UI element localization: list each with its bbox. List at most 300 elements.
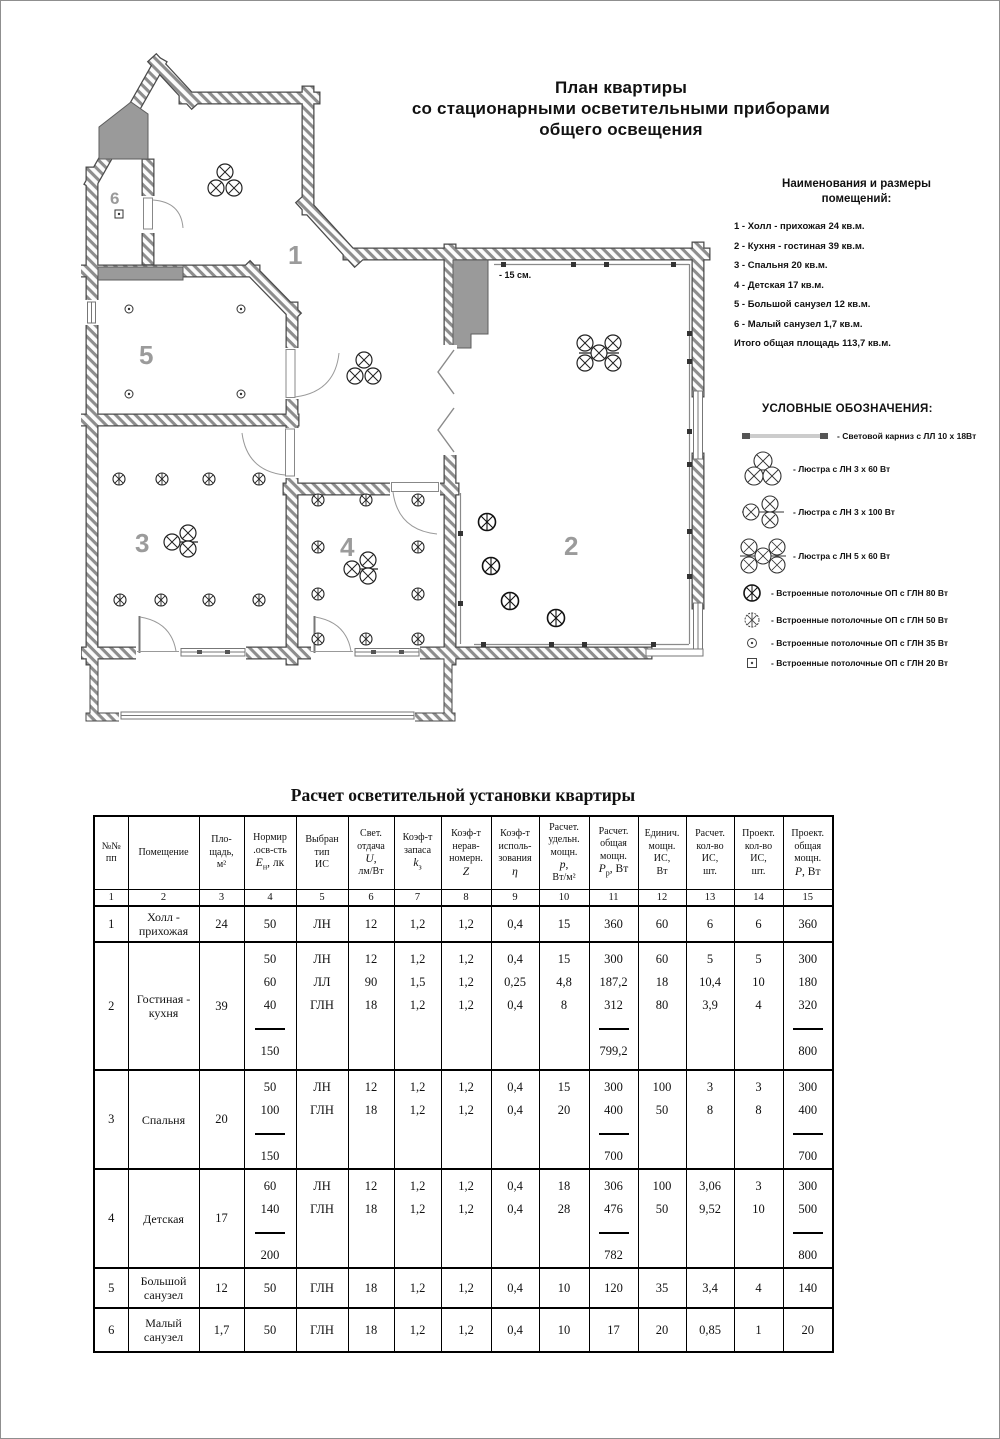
- value-cell: [296, 906, 348, 942]
- value-stack: [735, 1277, 783, 1300]
- col-header: [244, 816, 296, 890]
- value-cell: [734, 1070, 783, 1169]
- value-cell: [783, 1308, 833, 1352]
- col-header-line: шт.: [751, 865, 766, 877]
- value-line: 50: [263, 1280, 277, 1295]
- sum-divider: [245, 1221, 296, 1244]
- value-cell: [244, 906, 296, 942]
- value-cell: [441, 906, 491, 942]
- value-line: 100: [260, 1103, 280, 1117]
- col-header-line: Свет.: [360, 828, 382, 839]
- col-header-line: м²: [216, 859, 227, 871]
- value-line: ГЛН: [310, 1202, 334, 1216]
- value-cell: [491, 1169, 539, 1268]
- value-stack: [492, 1277, 539, 1300]
- value-stack: [492, 1071, 539, 1122]
- value-stack: [492, 943, 539, 1017]
- column-number-cell: 4: [244, 890, 296, 907]
- value-cell: [539, 1268, 589, 1308]
- value-line: 3,9: [702, 998, 718, 1012]
- value-line: 300: [798, 952, 818, 966]
- col-header-line: кол-во: [744, 840, 773, 852]
- value-cell: [348, 1268, 394, 1308]
- value-line: 8: [560, 998, 568, 1012]
- value-stack: [349, 1170, 394, 1221]
- value-line: 0,4: [507, 916, 523, 931]
- value-stack: [784, 1170, 833, 1267]
- value-line: 60: [263, 975, 277, 989]
- value-line: ГЛН: [310, 998, 334, 1012]
- calc-table: [93, 815, 834, 1353]
- sum-divider: [245, 1122, 296, 1145]
- chandelier-3x100-symbol: [164, 525, 198, 557]
- value-cell: [491, 1308, 539, 1352]
- value-cell: [638, 1268, 686, 1308]
- value-line: 0,85: [699, 1322, 721, 1337]
- value-line: 1,2: [458, 952, 474, 966]
- value-cell: [589, 1070, 638, 1169]
- col-header-line: нерав-: [452, 840, 480, 852]
- column-number-cell: 3: [199, 890, 244, 907]
- value-line: 12: [364, 1179, 378, 1193]
- value-stack: [687, 1277, 734, 1300]
- col-header-line: Коэф-т: [402, 832, 433, 844]
- value-cell: [686, 906, 734, 942]
- header-row: [94, 816, 833, 890]
- value-stack: [590, 913, 638, 936]
- value-cell: [491, 1268, 539, 1308]
- value-stack: [784, 1319, 833, 1342]
- value-stack: [349, 913, 394, 936]
- legend-item: [738, 611, 996, 629]
- col-header-line: Расчет.: [598, 825, 629, 837]
- room-name-cell: [128, 906, 199, 942]
- col-header-line: Расчет.: [549, 821, 579, 833]
- room-name-line: прихожая: [138, 924, 189, 938]
- col-header-line: мощн.: [648, 840, 676, 852]
- value-cell: [394, 942, 441, 1070]
- value-line: 1,2: [409, 1080, 426, 1094]
- area-cell: 39: [199, 942, 244, 1070]
- value-stack: [245, 1319, 296, 1342]
- value-line: 0,4: [507, 1202, 523, 1216]
- row-number-cell: 4: [94, 1169, 128, 1268]
- legend-item: [738, 583, 996, 603]
- value-line: 40: [263, 998, 277, 1012]
- room-size-item: 1 - Холл - прихожая 24 кв.м.: [734, 221, 865, 232]
- column-number-cell: 7: [394, 890, 441, 907]
- value-cell: [244, 1268, 296, 1308]
- value-line: 180: [798, 975, 818, 989]
- sum-value: 799,2: [599, 1044, 628, 1058]
- room-name-line: Малый: [145, 1316, 182, 1330]
- value-stack: [639, 1071, 686, 1122]
- col-header-line: ИС,: [653, 853, 671, 864]
- value-line: 18: [364, 1322, 378, 1337]
- value-cell: [491, 906, 539, 942]
- value-stack: [395, 1071, 441, 1122]
- value-stack: [442, 943, 491, 1017]
- col-header: [441, 816, 491, 890]
- value-line: 10: [557, 1322, 571, 1337]
- chandelier-3x60-symbol: [208, 164, 242, 196]
- value-stack: [590, 1319, 638, 1342]
- col-header-line: Проект.: [742, 828, 775, 839]
- plan-title-line: со стационарными осветительными приборами: [411, 99, 831, 118]
- value-line: 1,2: [458, 916, 474, 931]
- calc-table-body: [94, 906, 833, 1352]
- value-stack: [395, 943, 441, 1017]
- value-line: 18: [557, 1179, 571, 1193]
- value-cell: [589, 906, 638, 942]
- value-cell: [783, 1268, 833, 1308]
- legend-label: - Встроенные потолочные ОП с ГЛН 35 Вт: [771, 638, 949, 648]
- value-line: 0,4: [507, 1103, 523, 1117]
- legend-label: - Люстра с ЛН 3 х 100 Вт: [793, 507, 895, 517]
- value-line: 360: [604, 916, 623, 931]
- value-cell: [734, 1308, 783, 1352]
- column-number-cell: 10: [539, 890, 589, 907]
- legend-item: [738, 495, 996, 529]
- value-cell: [394, 1268, 441, 1308]
- value-stack: [590, 1170, 638, 1267]
- value-cell: [734, 942, 783, 1070]
- column-number-cell: 8: [441, 890, 491, 907]
- value-cell: [394, 1169, 441, 1268]
- value-line: 120: [604, 1280, 623, 1295]
- value-line: 1,2: [458, 975, 474, 989]
- value-line: 35: [655, 1280, 669, 1295]
- col-header: [348, 816, 394, 890]
- column-number-cell: 11: [589, 890, 638, 907]
- value-stack: [492, 1319, 539, 1342]
- value-stack: [245, 943, 296, 1063]
- room-size-item: 4 - Детская 17 кв.м.: [734, 279, 824, 291]
- value-line: 0,4: [507, 1179, 523, 1193]
- room-label: 4: [340, 532, 355, 562]
- col-header-line: .осв-сть: [253, 844, 287, 856]
- value-stack: [590, 1071, 638, 1168]
- col-header-line: общая: [794, 840, 822, 852]
- value-line: 18: [364, 1103, 378, 1117]
- row-number-cell: 2: [94, 942, 128, 1070]
- value-line: 0,4: [507, 998, 523, 1012]
- table-row: [94, 1268, 833, 1308]
- value-stack: [540, 1071, 589, 1122]
- value-stack: [687, 913, 734, 936]
- value-cell: [491, 1070, 539, 1169]
- value-line: 100: [652, 1080, 672, 1094]
- sum-value: 150: [260, 1149, 280, 1163]
- value-line: 0,25: [504, 975, 526, 989]
- col-header: [491, 816, 539, 890]
- value-line: 20: [801, 1322, 814, 1337]
- value-stack: [297, 943, 348, 1017]
- room-name-cell: [128, 1268, 199, 1308]
- col-header-unit: Вт/м²: [552, 871, 576, 883]
- room-name-cell: [128, 1169, 199, 1268]
- value-cell: [348, 942, 394, 1070]
- col-header-line: Коэф-т: [451, 828, 481, 839]
- value-line: 4,8: [556, 975, 572, 989]
- col-header-line: запаса: [403, 844, 432, 856]
- value-line: ЛН: [313, 952, 331, 966]
- value-cell: [296, 1268, 348, 1308]
- cornice-offset-label: - 15 см.: [499, 270, 532, 280]
- value-stack: [687, 1170, 734, 1221]
- sum-value: 782: [604, 1248, 623, 1262]
- legend-label: - Встроенные потолочные ОП с ГЛН 20 Вт: [771, 658, 949, 668]
- col-header: [394, 816, 441, 890]
- value-line: ГЛН: [310, 1322, 334, 1337]
- value-line: 400: [604, 1103, 623, 1117]
- value-line: 5: [706, 952, 714, 966]
- value-cell: [539, 1070, 589, 1169]
- col-header-line: мощн.: [600, 850, 627, 862]
- col-header-line: зования: [498, 853, 532, 864]
- value-line: 18: [364, 1202, 378, 1216]
- value-line: 500: [798, 1202, 818, 1216]
- value-stack: [245, 913, 296, 936]
- value-stack: [395, 1319, 441, 1342]
- value-cell: [539, 942, 589, 1070]
- value-line: ЛН: [313, 1080, 331, 1094]
- value-line: 187,2: [599, 975, 628, 989]
- value-stack: [590, 1277, 638, 1300]
- value-stack: [297, 1277, 348, 1300]
- value-line: 8: [706, 1103, 714, 1117]
- value-line: 0,4: [507, 1080, 523, 1094]
- col-header-line: Вт: [656, 865, 668, 877]
- value-cell: [441, 1268, 491, 1308]
- column-number-cell: 9: [491, 890, 539, 907]
- value-stack: [687, 1071, 734, 1122]
- col-header-unit: лм/Вт: [358, 865, 384, 877]
- value-stack: [735, 913, 783, 936]
- value-stack: [735, 1319, 783, 1342]
- value-stack: [540, 1319, 589, 1342]
- value-stack: [639, 943, 686, 1017]
- value-stack: [442, 1071, 491, 1122]
- value-line: 60: [655, 952, 669, 966]
- value-cell: [394, 1308, 441, 1352]
- room-size-item: 5 - Большой санузел 12 кв.м.: [734, 299, 871, 310]
- value-cell: [638, 1070, 686, 1169]
- col-header-line: Коэф-т: [500, 828, 530, 839]
- value-cell: [441, 942, 491, 1070]
- col-header-line: кол-во: [696, 840, 724, 852]
- legend-panel: [738, 403, 996, 674]
- value-stack: [540, 913, 589, 936]
- col-header-symbol: U,: [365, 853, 377, 865]
- value-stack: [492, 913, 539, 936]
- value-cell: [783, 1070, 833, 1169]
- legend-item: [738, 637, 996, 649]
- value-stack: [349, 1277, 394, 1300]
- sum-value: 800: [798, 1248, 818, 1262]
- value-cell: [296, 1070, 348, 1169]
- room-name-line: Холл -: [147, 910, 180, 924]
- value-line: 15: [557, 1080, 571, 1094]
- sum-divider: [590, 1122, 638, 1145]
- value-stack: [442, 1319, 491, 1342]
- room-sizes-panel: [734, 177, 979, 358]
- col-header-line: удельн.: [548, 834, 580, 846]
- area-cell: 20: [199, 1070, 244, 1169]
- value-stack: [687, 1319, 734, 1342]
- value-line: 90: [364, 975, 378, 989]
- legend-label: - Люстра с ЛН 5 х 60 Вт: [793, 551, 891, 561]
- column-number-cell: 5: [296, 890, 348, 907]
- value-stack: [540, 1170, 589, 1221]
- col-header: [539, 816, 589, 890]
- value-line: 9,52: [699, 1202, 721, 1216]
- sum-value: 800: [798, 1044, 818, 1058]
- value-cell: [734, 1169, 783, 1268]
- value-line: 50: [655, 1103, 669, 1117]
- value-stack: [297, 1319, 348, 1342]
- sum-value: 700: [604, 1149, 623, 1163]
- column-number-cell: 6: [348, 890, 394, 907]
- value-cell: [686, 1070, 734, 1169]
- plan-title: [341, 77, 901, 140]
- cornice-icon: [738, 431, 832, 441]
- value-stack: [639, 1319, 686, 1342]
- area-cell: 12: [199, 1268, 244, 1308]
- value-line: 5: [755, 952, 762, 966]
- value-cell: [491, 942, 539, 1070]
- value-line: 20: [557, 1103, 571, 1117]
- value-line: 8: [755, 1103, 762, 1117]
- walls-group: [86, 62, 704, 717]
- value-cell: [783, 906, 833, 942]
- col-header-symbol: $k_з$: [413, 857, 422, 872]
- value-line: 18: [364, 998, 378, 1012]
- value-stack: [540, 1277, 589, 1300]
- value-line: 1,5: [409, 975, 426, 989]
- room-name-line: Детская: [143, 1211, 184, 1226]
- value-line: 1,2: [458, 998, 474, 1012]
- value-stack: [349, 943, 394, 1017]
- value-line: 4: [755, 1280, 762, 1295]
- col-header-line: Нормир: [253, 832, 287, 844]
- value-cell: [589, 1308, 638, 1352]
- room-size-item: Итого общая площадь 113,7 кв.м.: [734, 338, 891, 349]
- room-name-line: кухня: [148, 1006, 179, 1020]
- col-header: [94, 816, 128, 890]
- legend-label: - Встроенные потолочные ОП с ГЛН 50 Вт: [771, 615, 949, 625]
- area-cell: 17: [199, 1169, 244, 1268]
- value-cell: [244, 1070, 296, 1169]
- area-cell: 24: [199, 906, 244, 942]
- legend-label: - Световой карниз с ЛЛ 10 х 18Вт: [837, 431, 977, 441]
- value-cell: [638, 1169, 686, 1268]
- value-line: 60: [263, 1179, 277, 1193]
- col-header-line: Проект.: [791, 828, 825, 839]
- col-header: [128, 816, 199, 890]
- legend-title: УСЛОВНЫЕ ОБОЗНАЧЕНИЯ:: [762, 403, 933, 415]
- value-line: 18: [364, 1280, 378, 1295]
- room-name-line: санузел: [143, 1288, 184, 1302]
- value-cell: [441, 1070, 491, 1169]
- value-line: 1,2: [458, 1202, 474, 1216]
- col-header: [199, 816, 244, 890]
- value-stack: [492, 1170, 539, 1221]
- sum-divider: [784, 1017, 833, 1040]
- lights-group: [113, 164, 621, 645]
- col-header: [589, 816, 638, 890]
- value-stack: [297, 1071, 348, 1122]
- value-cell: [638, 1308, 686, 1352]
- value-line: 1,2: [409, 1103, 426, 1117]
- value-line: 1,2: [409, 1322, 426, 1337]
- sum-divider: [784, 1221, 833, 1244]
- value-cell: [734, 906, 783, 942]
- room-label: 6: [110, 189, 120, 208]
- value-cell: [734, 1268, 783, 1308]
- value-stack: [784, 943, 833, 1063]
- sum-divider: [784, 1122, 833, 1145]
- chandelier-3x60-icon: [738, 451, 788, 487]
- legend-item: [738, 431, 996, 441]
- value-cell: [296, 1308, 348, 1352]
- value-line: 3: [755, 1179, 762, 1193]
- value-stack: [395, 913, 441, 936]
- table-row: [94, 942, 833, 1070]
- value-line: 50: [263, 916, 277, 931]
- value-line: ГЛН: [310, 1103, 334, 1117]
- value-line: 10: [752, 975, 765, 989]
- value-line: 100: [652, 1179, 672, 1193]
- col-header-symbol: Z: [462, 865, 470, 878]
- value-line: 10: [557, 1280, 571, 1295]
- value-cell: [686, 942, 734, 1070]
- col-header: [783, 816, 833, 890]
- value-stack: [297, 913, 348, 936]
- column-number-cell: 13: [686, 890, 734, 907]
- col-header-line: пп: [105, 853, 117, 864]
- calc-section: [93, 785, 833, 1353]
- col-header-line: отдача: [357, 840, 385, 852]
- value-cell: [686, 1268, 734, 1308]
- value-line: ГЛН: [310, 1280, 334, 1295]
- value-stack: [442, 913, 491, 936]
- value-stack: [349, 1071, 394, 1122]
- value-stack: [687, 943, 734, 1017]
- column-number-row: [94, 890, 833, 907]
- value-cell: [244, 942, 296, 1070]
- col-header-line: мощн.: [794, 853, 822, 864]
- column-number-cell: 2: [128, 890, 199, 907]
- col-header-symbol: $Е_н$, лк: [255, 857, 285, 872]
- col-header-line: Расчет.: [695, 828, 725, 839]
- light-cornice: [458, 262, 692, 647]
- value-line: 12: [364, 916, 378, 931]
- value-cell: [296, 1169, 348, 1268]
- room-name-cell: [128, 942, 199, 1070]
- value-line: ЛЛ: [313, 975, 331, 989]
- value-stack: [540, 943, 589, 1017]
- col-header: [296, 816, 348, 890]
- sum-value: 150: [260, 1044, 280, 1058]
- room-size-item: 6 - Малый санузел 1,7 кв.м.: [734, 318, 863, 330]
- col-header-symbol: р,: [559, 859, 569, 872]
- value-cell: [783, 942, 833, 1070]
- value-line: 3: [755, 1080, 762, 1094]
- value-cell: [348, 906, 394, 942]
- col-header-line: мощн.: [550, 846, 578, 858]
- calc-table-head: [94, 816, 833, 906]
